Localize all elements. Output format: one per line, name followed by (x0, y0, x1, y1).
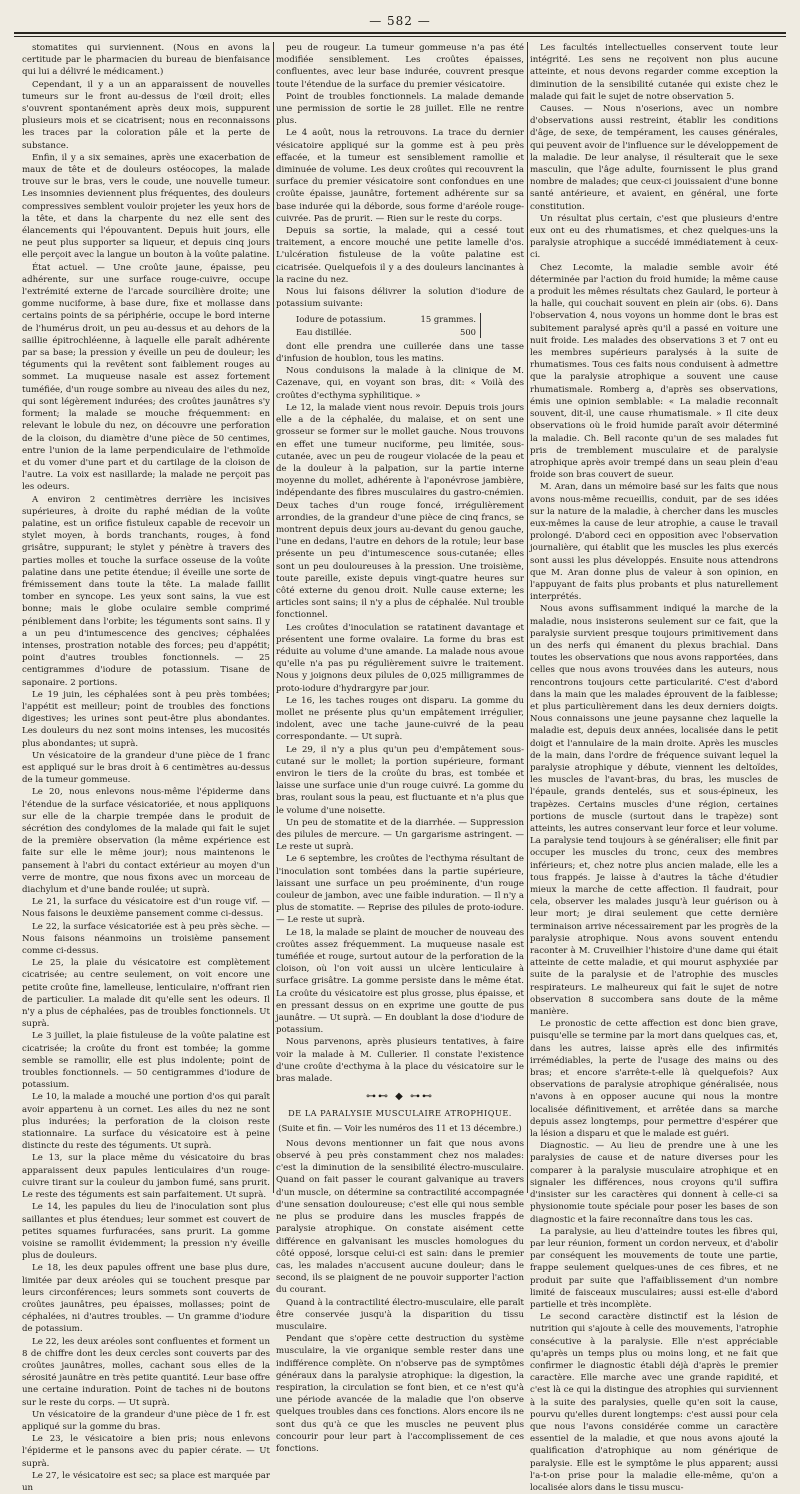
paragraph: Un résultat plus certain, c'est que plusieurs d'entre eux ont eu des rhumatismes, et chez quelques-uns la paralysie atrophique a succédé immédiatement à ceux-ci. (530, 213, 778, 261)
paragraph: Pendant que s'opère cette destruction du système musculaire, la vie organique semble rester dans une indifférence complète. On n'observe pas de symptômes généraux dans la paralysie atrophique: la digestion, la respiration, la circulation se font bien, et ce n'est qu'à une période avancée de la maladie que l'on observe quelques troubles dans ces fonctions. Alors encore ils ne sont dus qu'à ce que les muscles ne peuvent plus concourir pour leur part à l'accomplissement de ces fonctions. (276, 1334, 524, 1454)
formula-row: Iodure de potassium. 15 grammes. (296, 314, 476, 325)
case-notes (276, 341, 524, 1085)
paragraph: Le 3 juillet, la plaie fistuleuse de la voûte palatine est cicatrisée; la croûte du front est tombée; la gomme semble se ramollir, elle est plus indolente; point de troubles fonctionnels. — 50 centigrammes d'iodure de potassium. (22, 1031, 270, 1091)
column-right (530, 42, 778, 1493)
paragraph: Nous parvenons, après plusieurs tentatives, à faire voir la malade à M. Cullerier. Il constate l'existence d'une croûte d'ecthyma à la place du vésicatoire sur le bras malade. (276, 1037, 524, 1085)
paragraph: Nous conduisons la malade à la clinique de M. Cazenave, qui, en voyant son bras, dit: « Voilà des croûtes d'ecthyma syphilitique. » (276, 366, 524, 401)
formula-row: Eau distillée. 500 (296, 326, 476, 337)
paragraph: Le 25, la plaie du vésicatoire est complètement cicatrisée; au centre seulement, on voit encore une petite croûte fine, lamelleuse, lenticulaire, n'offrant rien de particulier. La malade dit qu'elle sent les odeurs. Il n'y a plus de céphalées, pas de troubles fonctionnels. Ut suprà. (22, 958, 270, 1030)
header-rule (14, 32, 786, 34)
paragraph: Un vésicatoire de la grandeur d'une pièce de 1 fr. est appliqué sur la gomme du bras. (22, 1409, 270, 1432)
paragraph: A environ 2 centimètres derrière les incisives supérieures, à droite du raphé médian de la voûte palatine, est un orifice fistuleux capable de recevoir un stylet moyen, à bords tranchants, rouges, à fond grisâtre, suppurant; le stylet y pénètre à travers des parties molles et touche la surface osseuse de la voûte palatine dans une petite étendue; il éveille une sorte de frémissement dans toute la tête. La malade faillit tomber en syncope. Les yeux sont sains, la vue est bonne; mais le globe oculaire semble comprimé péniblement dans l'orbite; les téguments sont sains. Il y a un peu d'intumescence des gencives; céphalées intenses, prostration notable des forces; peu d'appétit; point d'autres troubles fonctionnels. — 25 centigrammes d'iodure de potassium. Tisane de saponaire. 2 portions. (22, 494, 270, 688)
paragraph: peu de rougeur. La tumeur gommeuse n'a pas été modifiée sensiblement. Les croûtes épaisses, confluentes, avec leur base indurée, couvrent presque toute l'étendue de la surface du premier vésicatoire. (276, 43, 524, 90)
section-ornament: ⊶⊷ ◆ ⊶⊷ (365, 1091, 435, 1103)
paragraph: Enfin, il y a six semaines, après une exacerbation de maux de tête et de douleurs ostéocopes, la malade trouve sur le bras, vers le coude, une nouvelle tumeur. Les insomnies deviennent plus fréquentes, des douleurs compressives semblent vouloir projeter les yeux hors de la tête, et dans la charpente du nez elle sent des élancements qui l'épouvantent. Depuis huit jours, elle ne peut plus supporter sa liqueur, et depuis cinq jours elle perçoit avec la langue un bouton à la voûte palatine. (22, 152, 270, 261)
paragraph: Le 10, la malade a mouché une portion d'os qui paraît avoir appartenu à un cornet. Les ailes du nez ne sont plus indurées; la perforation de la cloison reste stationnaire. La surface du vésicatoire est à peine distincte du reste des téguments. Ut suprà. (22, 1092, 270, 1152)
section-subtitle: (Suite et fin. — Voir les numéros des 11 et 13 décembre.) (278, 1122, 522, 1133)
paragraph: Nous avons suffisamment indiqué la marche de la maladie, nous insisterons seulement sur ce fait, que la paralysie survient presque toujours primitivement dans un des nerfs qui émanent du plexus brachial. Dans toutes les observations que nous avons rapportées, dans celles que nous avons trouvées dans les auteurs, nous rencontrons toujours cette particularité. C'est d'abord dans la main que les malades éprouvent de la faiblesse; et plus particulièrement dans les deux derniers doigts. Nous connaissons une jeune paysanne chez laquelle la maladie est, depuis deux années, localisée dans le petit doigt et l'annulaire de la main droite. Après les muscles de la main, dans l'ordre de fréquence suivant lequel la paralysie atrophique y débute, viennent les deltoïdes, les muscles de l'avant-bras, du bras, les muscles de l'épaule, grands dentelés, sus et sous-épineux, les trapèzes. Certains muscles d'une région, certaines portions de muscle (surtout dans le trapèze) sont atteints, les autres conservant leur force et leur volume. La paralysie tend toujours à se généraliser; elle finit par occuper les muscles du tronc, ceux des membres inférieurs; et, chez notre plus ancien malade, elle les a tous frappés. Je laisse à d'autres la tâche d'étudier mieux la marche de cette affection. Il faudrait, pour cela, observer les malades jusqu'à leur guérison ou à leur mort; je dirai seulement que cette dernière terminaison arrive nécessairement par les progrès de la paralysie atrophique. Nous avons souvent entendu raconter à M. Cruveilhier l'histoire d'une dame qui était atteinte de cette maladie, et qui mourut asphyxiée par suite de la paralysie et de l'atrophie des muscles respirateurs. Le malheureux qui fait le sujet de notre observation 8 succombera sans doute de la même manière. (530, 604, 778, 1018)
paragraph: Chez Lecomte, la maladie semble avoir été déterminée par l'action du froid humide; la même cause a produit les mêmes résultats chez Gaulard, le porteur à la halle, qui couchait souvent en plein air (obs. 6). Dans l'observation 4, nous voyons un homme dont le bras est subitement paralysé après qu'il a passé en voiture une nuit froide. Les malades des observations 3 et 7 ont eu les membres supérieurs paralysés à la suite de rhumatismes. Tous ces faits nous conduisent à admettre que la paralysie atrophique a souvent une cause rhumatismale. Romberg a, d'après ses observations, émis une opinion semblable: « La maladie reconnaît souvent, dit-il, une cause rhumatismale. » Il cite deux observations où le froid humide paraît avoir déterminé la maladie. Ch. Bell raconte qu'un de ses malades fut pris de tremblement musculaire et de paralysie atrophique après avoir trempé dans un seau plein d'eau froide son bras couvert de sueur. (530, 262, 778, 481)
page-number: — 582 — (369, 14, 431, 28)
paragraph: M. Aran, dans un mémoire basé sur les faits que nous avons nous-même recueillis, conduit, par de ses idées sur la nature de la maladie, à chercher dans les muscles eux-mêmes la cause de leur atrophie, a cause le travail prolongé. D'abord ceci en opposition avec l'observation journalière, qui établit que les muscles les plus exercés sont aussi les plus développés. Ensuite nous attendrons que M. Aran donne plus de valeur à son opinion, en l'appuyant de faits plus probants et plus naturellement interprétés. (530, 482, 778, 603)
paragraph: Le 23, le vésicatoire a bien pris; nous enlevons l'épiderme et le pansons avec du papier cérate. — Ut suprà. (22, 1434, 270, 1469)
paragraph: Nous lui faisons délivrer la solution d'iodure de potassium suivante: (276, 287, 524, 310)
paragraph: La paralysie, au lieu d'atteindre toutes les fibres qui, par leur réunion, forment un cordon nerveux, et d'abolir par conséquent les mouvements de toute une partie, frappe seulement quelques-unes de ces fibres, et ne produit par suite que l'affaiblissement d'un nombre limité de faisceaux musculaires; aussi est-elle d'abord partielle et très incomplète. (530, 1226, 778, 1310)
paragraph: Le second caractère distinctif est la lésion de nutrition qui s'ajoute à celle des mouvements, l'atrophie consécutive à la paralysie. Elle n'est appréciable qu'après un temps plus ou moins long, et ne fait que confirmer le diagnostic établi déjà d'après le premier caractère. Elle marche avec une grande rapidité, et c'est là ce qui la distingue des atrophies qui surviennent à la suite des paralysies, quelle qu'en soit la cause, pourvu qu'elles durent longtemps: c'est aussi pour cela que nous l'avons considérée comme un caractère essentiel de la maladie, et que nous avons ajouté la qualification d'atrophique au nom générique de paralysie. Elle est le symptôme le plus apparent; aussi l'a-t-on prise pour la maladie elle-même, qu'on a localisée alors dans le tissu muscu- (530, 1312, 778, 1493)
column-left (22, 42, 270, 1493)
paragraph: Le 16, les taches rouges ont disparu. La gomme du mollet ne présente plus qu'un empâtement irrégulier, indolent, avec une tache jaune-cuivré de la peau correspondante. — Ut suprà. (276, 695, 524, 743)
paragraph: Le 27, le vésicatoire est sec; sa place est marquée par un (22, 1470, 270, 1493)
paragraph: Le 21, la surface du vésicatoire est d'un rouge vif. — Nous faisons le deuxième pansement comme ci-dessus. (22, 897, 270, 920)
column-divider (527, 42, 528, 1193)
paragraph: Le 22, la surface vésicatoriée est à peu près sèche. — Nous faisons néanmoins un troisième pansement comme ci-dessus. (22, 921, 270, 957)
paragraph: Point de troubles fonctionnels. La malade demande une permission de sortie le 28 juillet. Elle ne rentre plus. (276, 91, 524, 127)
paragraph: Les facultés intellectuelles conservent toute leur intégrité. Les sens ne reçoivent non plus aucune atteinte, et nous devons regarder comme exception la diminution de la sensibilité cutanée qui existe chez le malade qui fait le sujet de notre observation 5. (530, 43, 778, 102)
paragraph: Le 18, la malade se plaint de moucher de nouveau des croûtes assez fréquemment. La muqueuse nasale est tuméfiée et rouge, surtout autour de la perforation de la cloison, où l'on voit aussi un ulcère lenticulaire à surface grisâtre. La gomme persiste dans le même état. La croûte du vésicatoire est plus grosse, plus épaisse, et en pressant dessus on en exprime une goutte de pus jaunâtre. — Ut suprà. — En doublant la dose d'iodure de potassium. (276, 927, 524, 1036)
paragraph: Le 6 septembre, les croûtes de l'ecthyma résultant de l'inoculation sont tombées dans la partie supérieure, laissant une surface un peu proéminente, d'un rouge couleur de jambon, avec une faible induration. — Il n'y a plus de stomatite. — Reprise des pilules de proto-iodure. — Le reste ut suprà. (276, 854, 524, 926)
paragraph: Le pronostic de cette affection est donc bien grave, puisqu'elle se termine par la mort dans quelques cas, et, dans les autres, laisse après elle des infirmités irrémédiables, la perte de l'usage des mains ou des bras; et encore s'arrête-t-elle là quelquefois? Aux observations de paralysie atrophique généralisée, nous n'avons à en opposer aucune qui nous la montre localisée définitivement, et arrêtée dans sa marche depuis assez longtemps, pour permettre d'espérer que la lésion a disparu et que le malade est guéri. (530, 1019, 778, 1140)
paragraph: Cependant, il y a un an apparaissent de nouvelles tumeurs sur le front au-dessus de l'œil droit; elles s'ouvrent spontanément après deux mois, suppurent plusieurs mois et se cicatrisent; nous en reconnaissons les traces par la coloration pâle et la perte de substance. (22, 79, 270, 151)
paragraph: Diagnostic. — Au lieu de prendre une à une les paralysies de cause et de nature diverses pour les comparer à la paralysie musculaire atrophique et en signaler les différences, nous croyons qu'il suffira d'insister sur les caractères qui donnent à celle-ci sa physionomie toute spéciale pour poser les bases de son diagnostic et la faire reconnaître dans tous les cas. (530, 1141, 778, 1225)
paragraph: Le 14, les papules du lieu de l'inoculation sont plus saillantes et plus étendues; leur sommet est couvert de petites squames furfuracées, sans prurit. La gomme voisine se ramollit évidemment; la pression n'y éveille plus de douleurs. (22, 1202, 270, 1262)
paragraph: Le 20, nous enlevons nous-même l'épiderme dans l'étendue de la surface vésicatoriée, et nous appliquons sur elle de la charpie trempée dans le produit de sécrétion des condylomes de la malade qui fait le sujet de la première observation (la même expérience est faite sur elle le même jour); nous maintenons le pansement à l'abri du contact extérieur au moyen d'un verre de montre, que nous fixons avec un morceau de diachylum et d'une bande roulée; ut suprà. (22, 787, 270, 896)
paragraph: stomatites qui surviennent. (Nous en avons la certitude par le pharmacien du bureau de bienfaisance qui lui a délivré le médicament.) (22, 43, 270, 78)
article-body (276, 1138, 524, 1455)
paragraph: Le 12, la malade vient nous revoir. Depuis trois jours elle a de la céphalée, du malaise, et on sent une grosseur se former sur le mollet gauche. Nous trouvons en effet une tumeur nuciforme, peu limitée, sous-cutanée, avec un peu de rougeur violacée de la peau et de la douleur à la palpation, sur la partie interne moyenne du mollet, adhérente à l'aponévrose jambière, indépendante des fibres musculaires du gastro-cnémien. Deux taches d'un rouge foncé, irrégulièrement arrondies, de la grandeur d'une pièce de cinq francs, se montrent depuis deux jours au-devant du genou gauche, l'une en dedans, l'autre en dehors de la rotule; leur base présente un peu d'intumescence sous-cutanée; elles sont un peu douloureuses à la pression. Une troisième, toute pareille, existe depuis vingt-quatre heures sur côté externe du genou droit. Nulle cause externe; les articles sont sains; il n'y a plus de céphalée. Nul trouble fonctionnel. (276, 402, 524, 621)
paragraph: Les croûtes d'inoculation se ratatinent davantage et présentent une forme ovalaire. La forme du bras est réduite au volume d'une amande. La malade nous avoue qu'elle n'a pas pu régulièrement suivre le traitement. Nous y joignons deux pilules de 0,025 milligrammes de proto-iodure d'hydrargyre par jour. (276, 622, 524, 694)
paragraph: Le 22, les deux aréoles sont confluentes et forment un 8 de chiffre dont les deux cercles sont couverts par des croûtes jaunâtres, molles, cachant sous elles de la sérosité jaunâtre en très petite quantité. Leur base offre une certaine induration. Point de taches ni de boutons sur le reste du corps. — Ut suprà. (22, 1336, 270, 1408)
case-continuation (276, 42, 524, 310)
paragraph: Quand à la contractilité électro-musculaire, elle paraît être conservée jusqu'à la disparition du tissu musculaire. (276, 1297, 524, 1332)
paragraph: État actuel. — Une croûte jaune, épaisse, peu adhérente, sur une surface rouge-cuivre, occupe l'extrémité externe de l'arcade sourcilière droite; une gomme nuciforme, à base dure, fixe et mollasse dans certains points de sa périphérie, occupe le bord interne de l'humérus droit, un peu au-dessus et au dehors de la saillie épitrochléenne, à laquelle elle paraît adhérente par sa base; la pression y éveille un peu de douleur; les téguments qui la revêtent sont faiblement rouges au sommet. La muqueuse nasale est assez fortement tuméfiée, d'un rouge sombre au niveau des ailes du nez, qui sont légèrement indurées; des croûtes jaunâtres s'y forment; la malade se mouche fréquemment: en relevant le lobule du nez, on découvre une perforation de la cloison, du diamètre d'une pièce de 50 centimes, entre l'union de la lame perpendiculaire de l'ethmoïde et du vomer d'une part et du cartilage de la cloison de l'autre. La voix est nasillarde; la malade ne perçoit pas les odeurs. (22, 262, 270, 493)
paragraph: Le 18, les deux papules offrent une base plus dure, limitée par deux aréoles qui se touchent presque par leurs circonférences; leurs sommets sont couverts de croûtes jaunâtres, peu épaisses, mollasses; point de céphalées, ni d'autres troubles. — Un gramme d'iodure de potassium. (22, 1263, 270, 1335)
paragraph: Causes. — Nous n'oserions, avec un nombre d'observations aussi restreint, établir les conditions d'âge, de sexe, de tempérament, les causes générales, qui peuvent avoir de l'influence sur le développement de la maladie. De leur analyse, il résulterait que le sexe masculin, que l'âge adulte, fournissent le plus grand nombre de malades; que ceux-ci jouissaient d'une bonne santé antérieure, et avaient, en général, une forte constitution. (530, 104, 778, 212)
paragraph: Le 4 août, nous la retrouvons. La trace du dernier vésicatoire appliqué sur la gomme est à peu près effacée, et la tumeur est sensiblement ramollie et diminuée de volume. Les deux croûtes qui recouvrent la surface du premier vésicatoire sont confondues en une croûte épaisse, jaunâtre, fortement adhérente sur sa base indurée qui la déborde, sous forme d'aréole rouge-cuivrée. Pas de prurit. — Rien sur le reste du corps. (276, 128, 524, 224)
paragraph: Le 13, sur la place même du vésicatoire du bras apparaissent deux papules lenticulaires d'un rouge-cuivre tirant sur la couleur du jambon fumé, sans prurit. Le reste des téguments est sain parfaitement. Ut suprà. (22, 1153, 270, 1201)
paragraph: Un peu de stomatite et de la diarrhée. — Suppression des pilules de mercure. — Un gargarisme astringent. — Le reste ut suprà. (276, 817, 524, 853)
prescription-formula (296, 313, 481, 337)
header-rule-thin (14, 36, 786, 37)
paragraph: Le 19 juin, les céphalées sont à peu près tombées; l'appétit est meilleur; point de troubles des fonctions digestives; les urines sont peut-être plus abondantes. Les douleurs du nez sont moins intenses, les mucosités plus abondantes; ut suprà. (22, 689, 270, 749)
section-title: DE LA PARALYSIE MUSCULAIRE ATROPHIQUE. (288, 1108, 512, 1119)
paragraph: Un vésicatoire de la grandeur d'une pièce de 1 franc est appliqué sur le bras droit à 6 centimètres au-dessus de la tumeur gommeuse. (22, 750, 270, 786)
paragraph: dont elle prendra une cuillerée dans une tasse d'infusion de houblon, tous les matins. (276, 341, 524, 365)
column-divider (273, 42, 274, 1193)
column-middle (276, 42, 524, 1454)
paragraph: Depuis sa sortie, la malade, qui a cessé tout traitement, a encore mouché une petite lamelle d'os. L'ulcération fistuleuse de la voûte palatine est cicatrisée. Quelquefois il y a des douleurs lancinantes à la racine du nez. (276, 226, 524, 285)
paragraph: Le 29, il n'y a plus qu'un peu d'empâtement sous-cutané sur le mollet; la portion supérieure, formant environ le tiers de la croûte du bras, est tombée et laisse une surface unie d'un rouge cuivré. La gomme du bras, roulant sous la peau, est fluctuante et n'a plus que le volume d'une noisette. (276, 744, 524, 816)
paragraph: Nous devons mentionner un fait que nous avons observé à peu près constamment chez nos malades: c'est la diminution de la sensibilité électro-musculaire. Quand on fait passer le courant galvanique au travers d'un muscle, on détermine sa contractilité accompagnée d'une sensation douloureuse; c'est elle qui nous semble ne plus se produire dans les muscles frappés de paralysie atrophique. On constate aisément cette différence en galvanisant les muscles homologues du côté opposé, lorsque celui-ci est sain: dans le premier cas, les malades n'accusent aucune douleur; dans le second, ils se plaignent de ne pouvoir supporter l'action du courant. (276, 1138, 524, 1296)
